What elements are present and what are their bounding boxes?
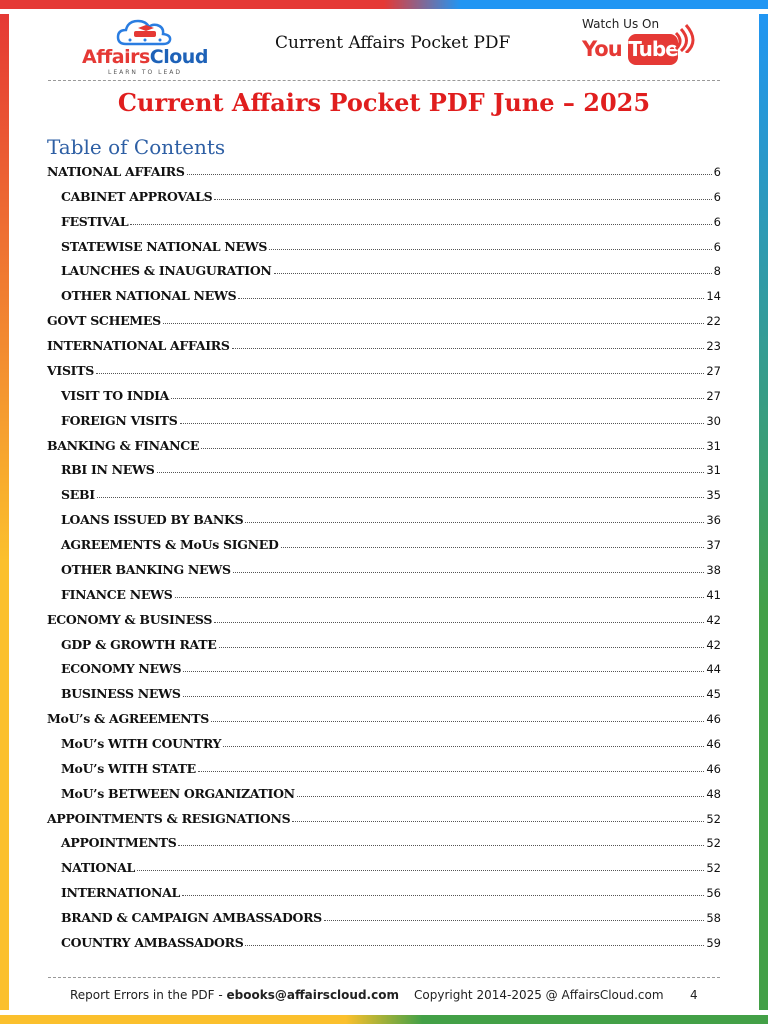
toc-entry-label: CABINET APPROVALS xyxy=(61,188,213,204)
youtube-word-tube: Tube xyxy=(628,34,678,65)
toc-leader-dots xyxy=(281,547,705,548)
footer-page-number: 4 xyxy=(690,988,698,1002)
toc-entry-page: 48 xyxy=(706,786,721,801)
toc-entry-page: 41 xyxy=(706,587,721,602)
toc-entry-page: 31 xyxy=(706,438,721,453)
toc-entry-page: 42 xyxy=(706,612,721,627)
toc-entry-label: GOVT SCHEMES xyxy=(47,313,161,329)
affairscloud-logo[interactable] xyxy=(74,16,216,78)
toc-entry[interactable] xyxy=(47,161,721,179)
toc-entry-page: 36 xyxy=(706,513,721,528)
toc-leader-dots xyxy=(96,373,704,374)
toc-leader-dots xyxy=(175,597,705,598)
toc-entry-label: INTERNATIONAL AFFAIRS xyxy=(47,338,230,354)
toc-entry-label: BANKING & FINANCE xyxy=(47,437,200,453)
toc-entry-page: 59 xyxy=(706,935,721,950)
toc-entry-page: 14 xyxy=(706,289,721,304)
toc-entry-page: 23 xyxy=(706,339,721,354)
toc-leader-dots xyxy=(163,323,705,324)
toc-entry-label: ECONOMY NEWS xyxy=(61,661,182,677)
toc-entry[interactable] xyxy=(61,509,721,527)
border-bottom xyxy=(0,1015,768,1024)
toc-entry-label: FINANCE NEWS xyxy=(61,586,173,602)
toc-entry[interactable] xyxy=(47,310,721,328)
toc-leader-dots xyxy=(324,920,704,921)
toc-entry-page: 27 xyxy=(706,363,721,378)
toc-entry-label: APPOINTMENTS & RESIGNATIONS xyxy=(47,810,291,826)
toc-entry-label: NATIONAL AFFAIRS xyxy=(47,164,185,179)
toc-leader-dots xyxy=(130,224,711,225)
toc-leader-dots xyxy=(180,423,705,424)
logo-word-affairs: Affairs xyxy=(82,46,150,68)
toc-leader-dots xyxy=(187,174,712,175)
toc-entry[interactable] xyxy=(61,410,721,428)
border-top xyxy=(0,0,768,9)
toc-leader-dots xyxy=(137,870,704,871)
toc-entry-label: VISIT TO INDIA xyxy=(61,387,170,403)
toc-entry-label: STATEWISE NATIONAL NEWS xyxy=(61,238,268,254)
toc-leader-dots xyxy=(214,199,711,200)
toc-entry[interactable] xyxy=(61,932,721,950)
toc-entry-label: SEBI xyxy=(61,487,95,503)
toc-entry-page: 6 xyxy=(713,165,721,179)
toc-entry-page: 30 xyxy=(706,413,721,428)
toc-entry-label: FOREIGN VISITS xyxy=(61,412,178,428)
border-left xyxy=(0,14,9,1010)
youtube-watch-label: Watch Us On xyxy=(582,17,660,31)
toc-entry-page: 27 xyxy=(706,388,721,403)
youtube-word-you: You xyxy=(582,37,622,61)
toc-entry[interactable] xyxy=(61,832,721,850)
toc-entry-page: 22 xyxy=(706,314,721,329)
document-title: Current Affairs Pocket PDF June – 2025 xyxy=(117,88,651,117)
toc-leader-dots xyxy=(211,721,704,722)
toc-entry-label: RBI IN NEWS xyxy=(61,462,155,478)
toc-entry-page: 52 xyxy=(706,861,721,876)
footer-divider xyxy=(48,977,720,978)
toc-entry-label: ECONOMY & BUSINESS xyxy=(47,611,213,627)
header-title: Current Affairs Pocket PDF xyxy=(275,33,511,53)
toc-entry-page: 46 xyxy=(706,737,721,751)
toc-leader-dots xyxy=(292,821,704,822)
toc-entry[interactable] xyxy=(47,708,721,726)
toc-leader-dots xyxy=(183,696,705,697)
toc-leader-dots xyxy=(183,671,704,672)
toc-entry[interactable] xyxy=(61,236,721,254)
toc-entry-label: COUNTRY AMBASSADORS xyxy=(61,934,244,950)
toc-leader-dots xyxy=(238,298,704,299)
header-divider xyxy=(48,80,720,81)
toc-entry[interactable] xyxy=(61,733,721,751)
logo-tagline: LEARN TO LEAD xyxy=(108,69,182,76)
toc-entry-page: 45 xyxy=(706,687,721,702)
toc-entry-page: 6 xyxy=(713,214,721,229)
toc-entry[interactable] xyxy=(61,285,721,303)
toc-entry[interactable] xyxy=(61,211,721,229)
toc-entry-page: 6 xyxy=(713,189,721,204)
toc-leader-dots xyxy=(157,472,705,473)
broadcast-waves-icon xyxy=(674,19,696,53)
toc-entry-page: 38 xyxy=(706,562,721,577)
toc-entry-page: 6 xyxy=(713,239,721,254)
toc-entry[interactable] xyxy=(47,435,721,453)
toc-entry-label: LAUNCHES & INAUGURATION xyxy=(61,263,272,279)
toc-leader-dots xyxy=(182,895,704,896)
toc-entry-page: 46 xyxy=(706,712,721,727)
toc-entry-page: 52 xyxy=(706,836,721,851)
toc-entry-label: GDP & GROWTH RATE xyxy=(61,636,217,652)
toc-entry-page: 52 xyxy=(706,811,721,826)
toc-entry-page: 37 xyxy=(706,538,721,553)
toc-entry-label: BRAND & CAMPAIGN AMBASSADORS xyxy=(61,910,322,926)
toc-entry-label: BUSINESS NEWS xyxy=(61,686,181,702)
toc-entry-label: NATIONAL xyxy=(61,860,135,876)
toc-entry[interactable] xyxy=(61,584,721,602)
toc-entry-label: MoU’s & AGREEMENTS xyxy=(47,711,209,727)
border-right xyxy=(759,14,768,1010)
toc-entry-label: AGREEMENTS & MoUs SIGNED xyxy=(61,537,279,553)
toc-entry-label: APPOINTMENTS xyxy=(61,835,177,851)
toc-entry[interactable] xyxy=(61,683,721,701)
toc-entry-label: INTERNATIONAL xyxy=(61,885,180,901)
toc-entry-label: MoU’s BETWEEN ORGANIZATION xyxy=(61,785,295,801)
footer-report-prefix: Report Errors in the PDF - xyxy=(70,988,227,1002)
youtube-link[interactable] xyxy=(578,17,698,73)
toc-entry[interactable] xyxy=(61,459,721,477)
toc-entry-label: OTHER BANKING NEWS xyxy=(61,561,231,577)
toc-entry[interactable] xyxy=(61,857,721,875)
toc-leader-dots xyxy=(171,398,704,399)
toc-leader-dots xyxy=(274,273,712,274)
toc-leader-dots xyxy=(214,622,704,623)
toc-entry-label: MoU’s WITH STATE xyxy=(61,760,196,776)
toc-entry[interactable] xyxy=(47,335,721,353)
toc-entry-label: OTHER NATIONAL NEWS xyxy=(61,288,237,304)
toc-leader-dots xyxy=(269,249,712,250)
toc-leader-dots xyxy=(201,448,704,449)
toc-entry-page: 8 xyxy=(713,264,721,279)
toc-leader-dots xyxy=(233,572,705,573)
toc-heading: Table of Contents xyxy=(47,135,226,159)
footer-report xyxy=(70,988,399,1002)
toc-entry[interactable] xyxy=(47,609,721,627)
cloud-icon xyxy=(74,16,216,50)
footer-email-link[interactable]: ebooks@affairscloud.com xyxy=(226,988,399,1002)
toc-entry[interactable] xyxy=(61,534,721,552)
toc-entry-page: 44 xyxy=(706,662,721,677)
toc-leader-dots xyxy=(223,746,704,747)
toc-entry[interactable] xyxy=(61,658,721,676)
toc-entry[interactable] xyxy=(61,385,721,403)
toc-entry-page: 46 xyxy=(706,761,721,776)
toc-entry-page: 56 xyxy=(706,886,721,901)
toc-entry[interactable] xyxy=(61,634,721,652)
toc-entry-label: MoU’s WITH COUNTRY xyxy=(61,736,222,751)
toc-entry[interactable] xyxy=(61,783,721,801)
toc-entry[interactable] xyxy=(61,882,721,900)
toc-entry-page: 31 xyxy=(706,463,721,478)
toc-leader-dots xyxy=(219,647,705,648)
toc-entry[interactable] xyxy=(61,907,721,925)
logo-word-cloud: Cloud xyxy=(149,46,208,68)
toc-entry-page: 42 xyxy=(706,637,721,652)
toc-entry[interactable] xyxy=(47,360,721,378)
toc-entry-label: LOANS ISSUED BY BANKS xyxy=(61,512,244,528)
toc-entry-label: FESTIVAL xyxy=(61,213,129,229)
toc-entry[interactable] xyxy=(61,186,721,204)
footer-copyright: Copyright 2014-2025 @ AffairsCloud.com xyxy=(414,988,664,1002)
toc-leader-dots xyxy=(297,796,705,797)
logo-wordmark xyxy=(74,46,216,68)
toc-leader-dots xyxy=(245,522,704,523)
toc-leader-dots xyxy=(97,497,705,498)
toc-leader-dots xyxy=(232,348,705,349)
toc-leader-dots xyxy=(245,945,704,946)
toc-leader-dots xyxy=(178,845,704,846)
toc-entry[interactable] xyxy=(61,260,721,278)
toc-entry-page: 35 xyxy=(706,488,721,503)
toc-entry[interactable] xyxy=(61,559,721,577)
toc-entry[interactable] xyxy=(61,484,721,502)
toc-entry-page: 58 xyxy=(706,911,721,926)
toc-entry[interactable] xyxy=(47,808,721,826)
toc-entry[interactable] xyxy=(61,758,721,776)
toc-leader-dots xyxy=(198,771,705,772)
toc-entry-label: VISITS xyxy=(47,362,94,378)
